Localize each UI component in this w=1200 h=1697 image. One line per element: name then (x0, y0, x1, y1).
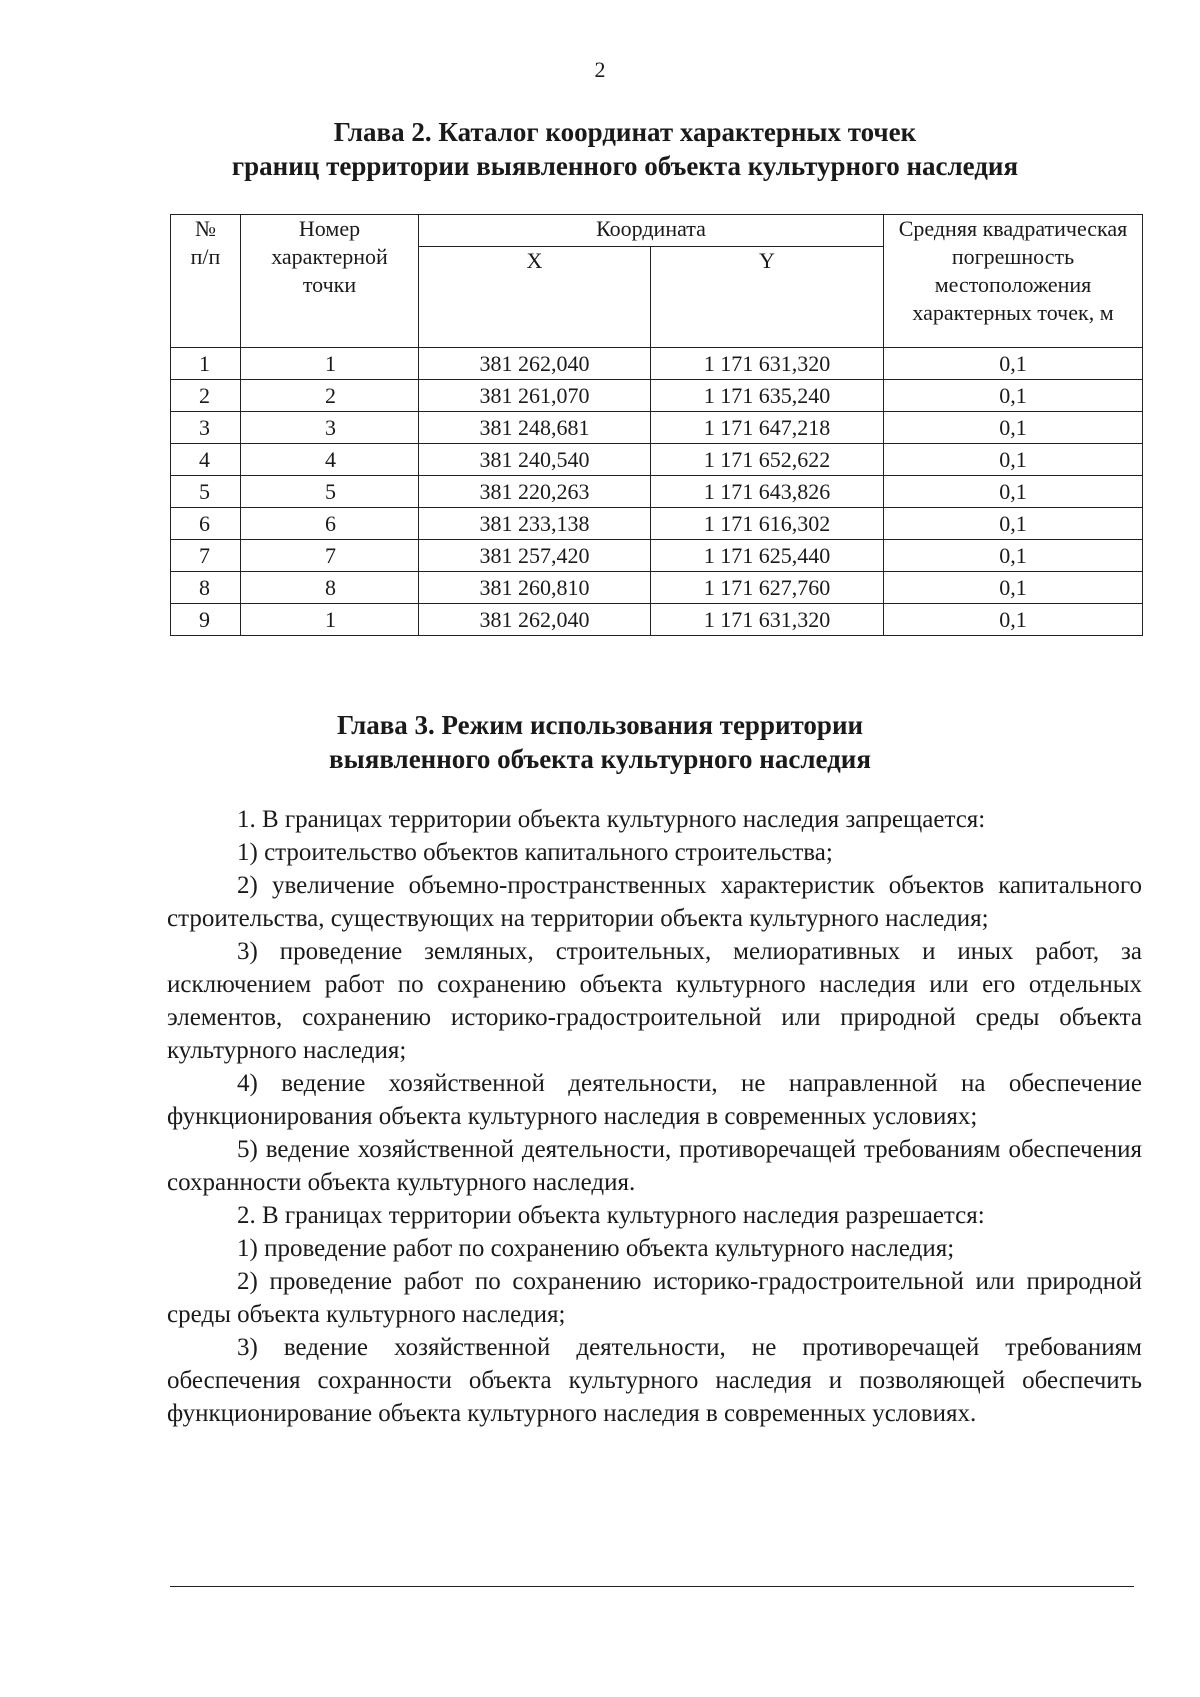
paragraph: 1. В границах территории объекта культурного наследия запрещается: (237, 806, 986, 833)
cell-x: 381 240,540 (419, 444, 651, 476)
chapter2-title-line1: Глава 2. Каталог координат характерных точек (333, 117, 917, 147)
header-y: Y (651, 247, 884, 348)
cell-error: 0,1 (884, 604, 1143, 636)
paragraph: 2) увеличение объемно-пространственных характеристик объектов капитального строительства, существующих на территории объекта культурного наследия; (167, 872, 1142, 932)
chapter3-title (0, 708, 1200, 776)
chapter3-body (167, 803, 1142, 1430)
cell-y: 1 171 627,760 (651, 572, 884, 604)
cell-y: 1 171 631,320 (651, 348, 884, 380)
table-row (171, 572, 1143, 604)
cell-point: 1 (241, 348, 419, 380)
cell-x: 381 248,681 (419, 412, 651, 444)
cell-y: 1 171 643,826 (651, 476, 884, 508)
cell-point: 1 (241, 604, 419, 636)
chapter3-title-line1: Глава 3. Режим использования территории (336, 710, 864, 740)
cell-error: 0,1 (884, 444, 1143, 476)
cell-num: 5 (171, 476, 241, 508)
table-row (171, 540, 1143, 572)
paragraph: 2) проведение работ по сохранению историко-градостроительной или природной среды объекта культурного наследия; (167, 1268, 1142, 1328)
cell-y: 1 171 625,440 (651, 540, 884, 572)
cell-x: 381 260,810 (419, 572, 651, 604)
header-x: X (419, 247, 651, 348)
cell-error: 0,1 (884, 380, 1143, 412)
table-row (171, 412, 1143, 444)
table-row (171, 508, 1143, 540)
cell-num: 3 (171, 412, 241, 444)
cell-num: 8 (171, 572, 241, 604)
header-point: Номер характерной точки (241, 215, 419, 348)
cell-point: 8 (241, 572, 419, 604)
cell-x: 381 220,263 (419, 476, 651, 508)
cell-point: 3 (241, 412, 419, 444)
page-number: 2 (594, 57, 606, 82)
cell-y: 1 171 616,302 (651, 508, 884, 540)
cell-error: 0,1 (884, 540, 1143, 572)
header-num: № п/п (171, 215, 241, 348)
cell-num: 7 (171, 540, 241, 572)
cell-num: 2 (171, 380, 241, 412)
cell-point: 7 (241, 540, 419, 572)
cell-num: 4 (171, 444, 241, 476)
cell-point: 2 (241, 380, 419, 412)
cell-point: 6 (241, 508, 419, 540)
cell-x: 381 262,040 (419, 604, 651, 636)
header-coordinate: Координата (419, 215, 884, 247)
cell-error: 0,1 (884, 476, 1143, 508)
cell-x: 381 262,040 (419, 348, 651, 380)
cell-num: 9 (171, 604, 241, 636)
chapter2-title (50, 115, 1200, 183)
paragraph: 5) ведение хозяйственной деятельности, противоречащей требованиям обеспечения сохранности объекта культурного наследия. (167, 1136, 1142, 1196)
chapter3-title-line2: выявленного объекта культурного наследия (329, 744, 871, 774)
table-row (171, 380, 1143, 412)
table-row (171, 348, 1143, 380)
chapter2-title-line2: границ территории выявленного объекта культурного наследия (231, 151, 1019, 181)
cell-y: 1 171 635,240 (651, 380, 884, 412)
cell-y: 1 171 647,218 (651, 412, 884, 444)
cell-error: 0,1 (884, 348, 1143, 380)
cell-x: 381 257,420 (419, 540, 651, 572)
table-row (171, 444, 1143, 476)
cell-point: 4 (241, 444, 419, 476)
cell-y: 1 171 631,320 (651, 604, 884, 636)
paragraph: 4) ведение хозяйственной деятельности, не направленной на обеспечение функционирования объекта культурного наследия в современных условиях; (167, 1070, 1142, 1130)
paragraph: 3) ведение хозяйственной деятельности, не противоречащей требованиям обеспечения сохранности объекта культурного наследия и позволяющей обеспечить функционирование объекта культурного наследия в современных условиях. (167, 1334, 1142, 1427)
table-row (171, 476, 1143, 508)
cell-error: 0,1 (884, 508, 1143, 540)
paragraph: 1) проведение работ по сохранению объекта культурного наследия; (237, 1235, 955, 1262)
cell-x: 381 261,070 (419, 380, 651, 412)
cell-y: 1 171 652,622 (651, 444, 884, 476)
paragraph: 3) проведение земляных, строительных, мелиоративных и иных работ, за исключением работ по сохранению объекта культурного наследия или его отдельных элементов, сохранению историко-градостроительной или природной среды объекта культурного наследия; (167, 938, 1142, 1064)
cell-point: 5 (241, 476, 419, 508)
cell-num: 6 (171, 508, 241, 540)
coordinates-table (170, 214, 1143, 636)
bottom-rule (170, 1586, 1134, 1587)
cell-x: 381 233,138 (419, 508, 651, 540)
table-row (171, 604, 1143, 636)
header-error: Средняя квадратическая погрешность местоположения характерных точек, м (884, 215, 1143, 348)
cell-num: 1 (171, 348, 241, 380)
cell-error: 0,1 (884, 412, 1143, 444)
paragraph: 1) строительство объектов капитального строительства; (237, 839, 833, 866)
cell-error: 0,1 (884, 572, 1143, 604)
paragraph: 2. В границах территории объекта культурного наследия разрешается: (237, 1202, 985, 1229)
